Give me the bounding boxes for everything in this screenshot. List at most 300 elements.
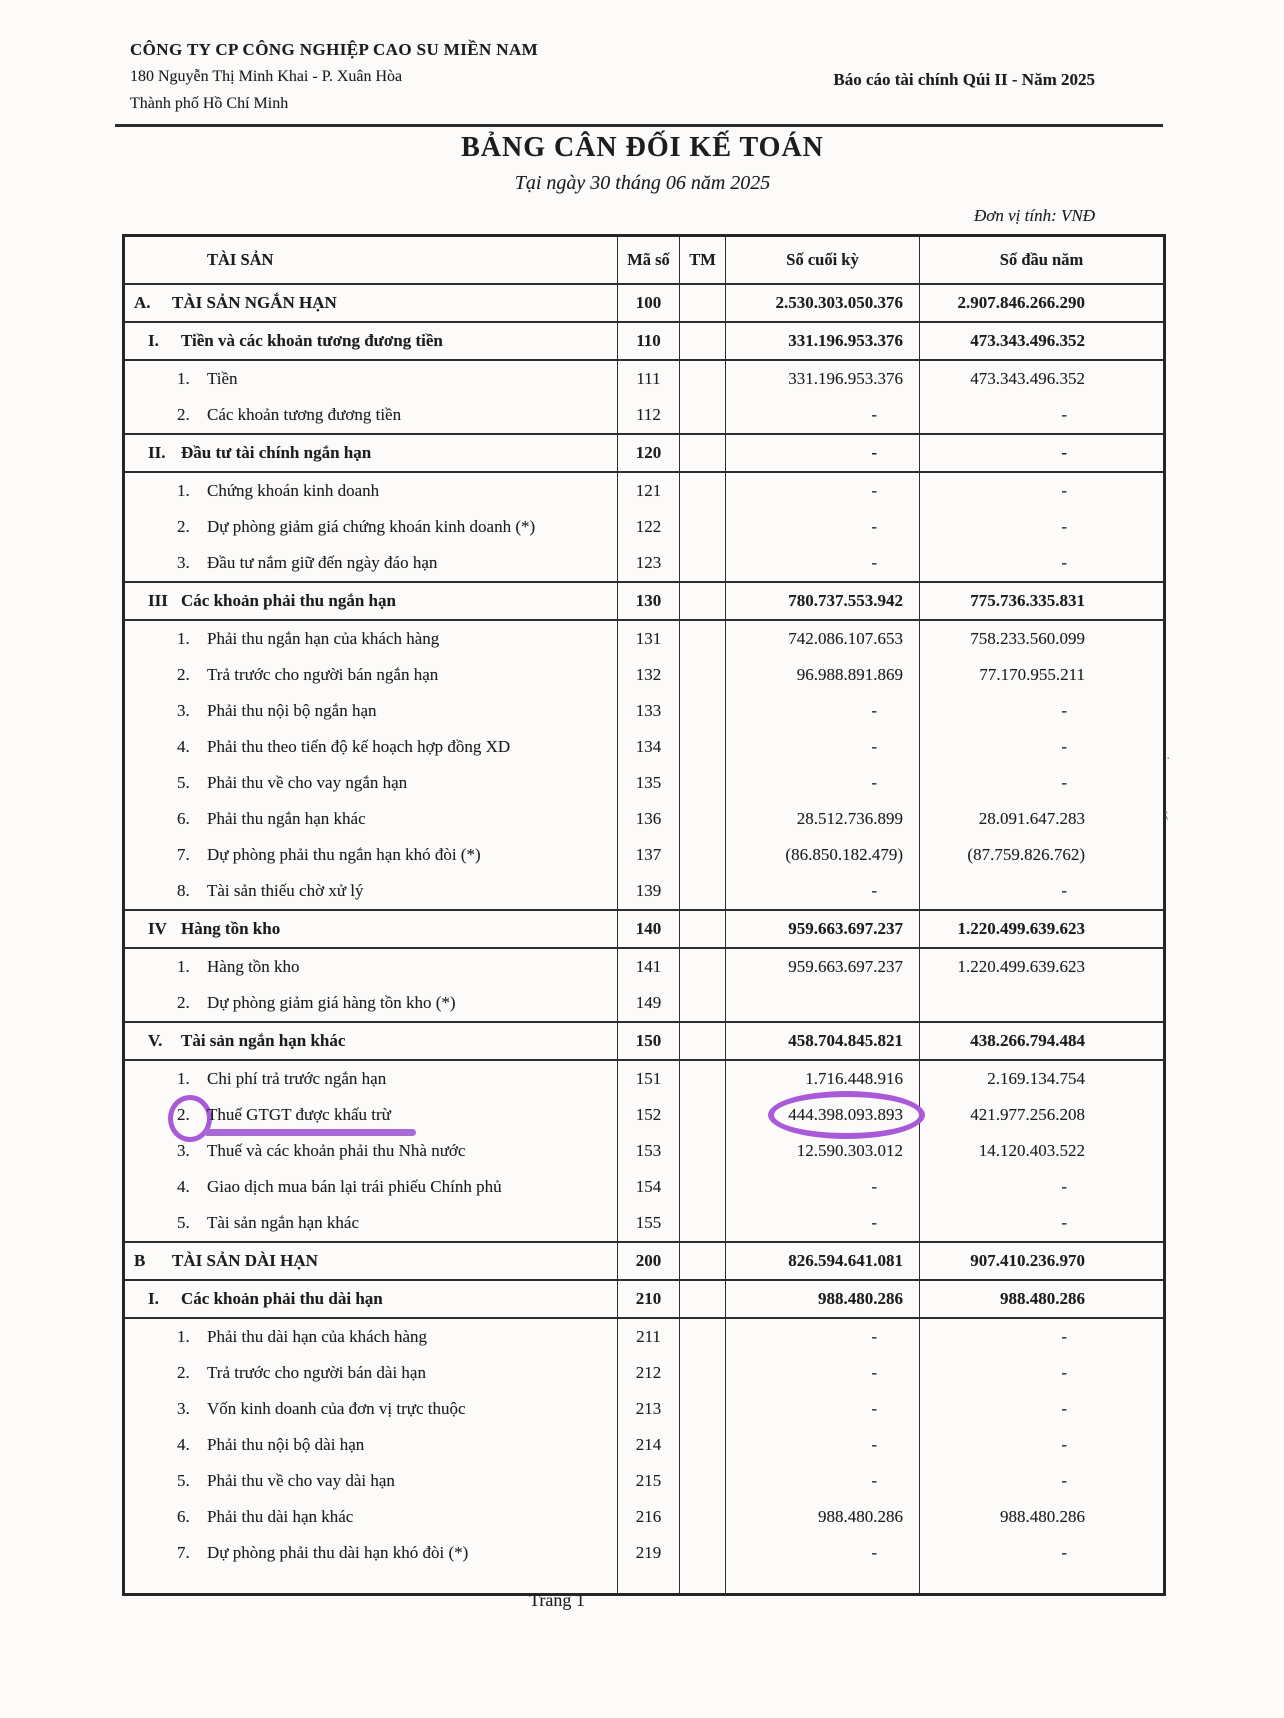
table-row-216: [124, 1499, 1165, 1535]
row-label: Phải thu dài hạn khác: [207, 1507, 354, 1526]
ending-balance-value: -: [871, 737, 877, 756]
row-label: Tài sản thiếu chờ xử lý: [207, 881, 364, 900]
letterhead: [130, 36, 538, 117]
row-number: 7.: [177, 1543, 190, 1562]
table-row-111: [124, 360, 1165, 397]
beginning-balance-cell: -: [920, 1427, 1165, 1463]
asset-name-cell: [124, 472, 618, 509]
beginning-balance-cell: 28.091.647.283: [920, 801, 1165, 837]
beginning-balance-cell: 907.410.236.970: [920, 1242, 1165, 1280]
header-divider: [115, 124, 1163, 127]
row-label: Phải thu theo tiến độ kế hoạch hợp đồng XD: [207, 737, 511, 756]
code-cell: 216: [618, 1499, 680, 1535]
ending-balance-cell: [726, 322, 920, 360]
row-number: 6.: [177, 1507, 190, 1526]
ending-balance-value: -: [871, 443, 877, 462]
table-row-100: [124, 284, 1165, 322]
row-number: 5.: [177, 1213, 190, 1232]
ending-balance-cell: [726, 1022, 920, 1060]
table-row-155: [124, 1205, 1165, 1242]
ending-balance-cell: [726, 1169, 920, 1205]
beginning-balance-cell: 421.977.256.208: [920, 1097, 1165, 1133]
beginning-balance-cell: -: [920, 693, 1165, 729]
row-number: 2.: [177, 517, 190, 536]
row-number: 7.: [177, 845, 190, 864]
beginning-balance-cell: 77.170.955.211: [920, 657, 1165, 693]
table-row-200: [124, 1242, 1165, 1280]
row-number: I.: [148, 331, 159, 350]
ending-balance-cell: [726, 397, 920, 434]
tm-cell: [680, 1205, 726, 1242]
asset-name-cell: [124, 284, 618, 322]
company-city: Thành phố Hồ Chí Minh: [130, 95, 289, 112]
beginning-balance-cell: 473.343.496.352: [920, 322, 1165, 360]
tm-cell: [680, 1499, 726, 1535]
ending-balance-value: 959.663.697.237: [788, 919, 903, 938]
row-number: 8.: [177, 881, 190, 900]
row-number: A.: [134, 293, 151, 312]
row-number: 2.: [177, 665, 190, 684]
ending-balance-value: -: [871, 1471, 877, 1490]
tm-cell: [680, 1169, 726, 1205]
code-cell: 151: [618, 1060, 680, 1097]
row-label: Thuế GTGT được khấu trừ: [207, 1105, 391, 1124]
ending-balance-cell: [726, 620, 920, 657]
code-cell: 131: [618, 620, 680, 657]
ending-balance-cell: [726, 985, 920, 1022]
table-row-120: [124, 434, 1165, 472]
asset-name-cell: [124, 1133, 618, 1169]
row-label: Hàng tồn kho: [181, 919, 281, 938]
ending-balance-value: -: [871, 553, 877, 572]
beginning-balance-cell: 2.169.134.754: [920, 1060, 1165, 1097]
tm-cell: [680, 434, 726, 472]
tm-cell: [680, 360, 726, 397]
ending-balance-value: -: [871, 1399, 877, 1418]
code-cell: 100: [618, 284, 680, 322]
asset-name-cell: [124, 910, 618, 948]
table-row-137: [124, 837, 1165, 873]
row-label: Vốn kinh doanh của đơn vị trực thuộc: [207, 1399, 466, 1418]
ending-balance-value: -: [871, 1543, 877, 1562]
code-cell: 211: [618, 1318, 680, 1355]
tm-cell: [680, 1355, 726, 1391]
tm-cell: [680, 985, 726, 1022]
tm-cell: [680, 1242, 726, 1280]
tm-cell: [680, 509, 726, 545]
asset-name-cell: [124, 1463, 618, 1499]
page-subtitle: Tại ngày 30 tháng 06 năm 2025: [514, 172, 771, 194]
asset-name-cell: [124, 545, 618, 582]
row-number: 1.: [177, 629, 190, 648]
code-cell: 110: [618, 322, 680, 360]
asset-name-cell: [124, 948, 618, 985]
column-header-beginning-balance: Số đầu năm: [920, 236, 1165, 285]
beginning-balance-cell: -: [920, 434, 1165, 472]
row-number: 4.: [177, 737, 190, 756]
beginning-balance-cell: -: [920, 509, 1165, 545]
code-cell: 152: [618, 1097, 680, 1133]
asset-name-cell: [124, 509, 618, 545]
ending-balance-value: -: [871, 1363, 877, 1382]
row-label: Các khoản phải thu dài hạn: [181, 1289, 383, 1308]
beginning-balance-cell: 988.480.286: [920, 1280, 1165, 1318]
page-number: Trang 1: [529, 1590, 585, 1610]
row-number: III: [148, 591, 168, 610]
row-number: 2.: [177, 993, 190, 1012]
annotation-ellipse: [768, 1091, 925, 1139]
beginning-balance-cell: -: [920, 1355, 1165, 1391]
ending-balance-cell: [726, 1133, 920, 1169]
tm-cell: [680, 284, 726, 322]
row-number: 5.: [177, 773, 190, 792]
row-number: 4.: [177, 1435, 190, 1454]
tm-cell: [680, 837, 726, 873]
company-address: 180 Nguyễn Thị Minh Khai - P. Xuân Hòa: [130, 68, 403, 85]
row-label: Chi phí trả trước ngắn hạn: [207, 1069, 387, 1088]
ending-balance-cell: [726, 1427, 920, 1463]
beginning-balance-cell: 775.736.335.831: [920, 582, 1165, 620]
code-cell: 200: [618, 1242, 680, 1280]
asset-name-cell: [124, 837, 618, 873]
tm-cell: [680, 582, 726, 620]
tm-cell: [680, 1022, 726, 1060]
row-label: Dự phòng phải thu dài hạn khó đòi (*): [207, 1543, 469, 1562]
ending-balance-cell: [726, 1242, 920, 1280]
ending-balance-value: -: [871, 1177, 877, 1196]
beginning-balance-cell: 1.220.499.639.623: [920, 948, 1165, 985]
ending-balance-cell: [726, 1355, 920, 1391]
asset-name-cell: [124, 873, 618, 910]
asset-name-cell: [124, 985, 618, 1022]
code-cell: 150: [618, 1022, 680, 1060]
beginning-balance-cell: 14.120.403.522: [920, 1133, 1165, 1169]
ending-balance-value: 959.663.697.237: [788, 957, 903, 976]
code-cell: 137: [618, 837, 680, 873]
asset-name-cell: [124, 1355, 618, 1391]
row-label: TÀI SẢN NGẮN HẠN: [172, 293, 337, 312]
row-label: Tiền và các khoản tương đương tiền: [181, 331, 443, 350]
beginning-balance-cell: -: [920, 397, 1165, 434]
ending-balance-value: 780.737.553.942: [788, 591, 903, 610]
table-row-110: [124, 322, 1165, 360]
ending-balance-cell: [726, 801, 920, 837]
row-number: B: [134, 1251, 146, 1270]
beginning-balance-cell: -: [920, 1391, 1165, 1427]
tm-cell: [680, 472, 726, 509]
row-number: 1.: [177, 1069, 190, 1088]
ending-balance-cell: [726, 472, 920, 509]
row-label: Dự phòng giảm giá chứng khoán kinh doanh (*): [207, 517, 536, 536]
ending-balance-cell: [726, 1318, 920, 1355]
row-label: Hàng tồn kho: [207, 957, 300, 976]
tm-cell: [680, 1391, 726, 1427]
ending-balance-value: (86.850.182.479): [785, 845, 903, 864]
code-cell: 154: [618, 1169, 680, 1205]
tm-cell: [680, 657, 726, 693]
beginning-balance-cell: -: [920, 1463, 1165, 1499]
row-label: Phải thu về cho vay ngắn hạn: [207, 773, 408, 792]
ending-balance-value: -: [871, 701, 877, 720]
tm-cell: [680, 1097, 726, 1133]
beginning-balance-cell: -: [920, 472, 1165, 509]
row-number: I.: [148, 1289, 159, 1308]
asset-name-cell: [124, 582, 618, 620]
ending-balance-value: 12.590.303.012: [796, 1141, 903, 1160]
row-number: IV: [148, 919, 167, 938]
beginning-balance-cell: -: [920, 1318, 1165, 1355]
row-label: Đầu tư nắm giữ đến ngày đáo hạn: [207, 553, 438, 572]
ending-balance-value: 2.530.303.050.376: [775, 293, 903, 312]
row-label: Phải thu nội bộ ngắn hạn: [207, 701, 377, 720]
beginning-balance-cell: [920, 985, 1165, 1022]
ending-balance-cell: [726, 1205, 920, 1242]
tm-cell: [680, 1280, 726, 1318]
table-row-139: [124, 873, 1165, 910]
code-cell: 155: [618, 1205, 680, 1242]
code-cell: 219: [618, 1535, 680, 1571]
table-row-140: [124, 910, 1165, 948]
row-number: 1.: [177, 481, 190, 500]
table-row-135: [124, 765, 1165, 801]
row-label: Phải thu ngắn hạn của khách hàng: [207, 629, 440, 648]
row-number: 3.: [177, 553, 190, 572]
ending-balance-cell: [726, 873, 920, 910]
asset-name-cell: [124, 1535, 618, 1571]
row-number: 1.: [177, 369, 190, 388]
tm-cell: [680, 693, 726, 729]
tm-cell: [680, 1463, 726, 1499]
tm-cell: [680, 1535, 726, 1571]
ending-balance-cell: [726, 1060, 920, 1097]
column-header-code: Mã số: [618, 236, 680, 285]
row-label: Tài sản ngắn hạn khác: [181, 1031, 346, 1050]
row-number: II.: [148, 443, 166, 462]
code-cell: 133: [618, 693, 680, 729]
row-label: Phải thu dài hạn của khách hàng: [207, 1327, 427, 1346]
tm-cell: [680, 1427, 726, 1463]
table-row-133: [124, 693, 1165, 729]
currency-unit-note: Đơn vị tính: VNĐ: [974, 206, 1095, 225]
asset-name-cell: [124, 1205, 618, 1242]
code-cell: 120: [618, 434, 680, 472]
table-row-211: [124, 1318, 1165, 1355]
ending-balance-value: 331.196.953.376: [788, 331, 903, 350]
table-row-131: [124, 620, 1165, 657]
table-row-134: [124, 729, 1165, 765]
ending-balance-value: 444.398.093.893: [788, 1105, 903, 1125]
beginning-balance-cell: -: [920, 1535, 1165, 1571]
code-cell: 212: [618, 1355, 680, 1391]
row-number: 4.: [177, 1177, 190, 1196]
table-row-132: [124, 657, 1165, 693]
ending-balance-value: -: [871, 517, 877, 536]
column-header-ending-balance: Số cuối kỳ: [726, 236, 920, 285]
code-cell: 213: [618, 1391, 680, 1427]
code-cell: 153: [618, 1133, 680, 1169]
beginning-balance-cell: -: [920, 545, 1165, 582]
row-label: TÀI SẢN DÀI HẠN: [172, 1251, 318, 1270]
beginning-balance-cell: 1.220.499.639.623: [920, 910, 1165, 948]
tm-cell: [680, 910, 726, 948]
ending-balance-cell: [726, 545, 920, 582]
tm-cell: [680, 801, 726, 837]
asset-name-cell: [124, 1280, 618, 1318]
row-label: Tiền: [207, 369, 238, 388]
asset-name-cell: [124, 1022, 618, 1060]
beginning-balance-cell: 758.233.560.099: [920, 620, 1165, 657]
code-cell: 135: [618, 765, 680, 801]
row-number: 3.: [177, 1399, 190, 1418]
tm-cell: [680, 1318, 726, 1355]
row-number: 5.: [177, 1471, 190, 1490]
row-number: 6.: [177, 809, 190, 828]
asset-name-cell: [124, 620, 618, 657]
asset-name-cell: [124, 657, 618, 693]
ending-balance-cell: [726, 693, 920, 729]
ending-balance-value: -: [871, 773, 877, 792]
table-row-141: [124, 948, 1165, 985]
ending-balance-value: -: [871, 1213, 877, 1232]
ending-balance-cell: [726, 360, 920, 397]
beginning-balance-cell: (87.759.826.762): [920, 837, 1165, 873]
code-cell: 140: [618, 910, 680, 948]
code-cell: 132: [618, 657, 680, 693]
balance-sheet-table: [122, 234, 1166, 1596]
beginning-balance-cell: -: [920, 1169, 1165, 1205]
row-number: 2.: [177, 405, 190, 424]
row-number: 3.: [177, 1141, 190, 1160]
code-cell: 141: [618, 948, 680, 985]
ending-balance-value: 1.716.448.916: [805, 1069, 903, 1088]
table-row-154: [124, 1169, 1165, 1205]
table-header-row: [124, 236, 1165, 285]
row-label: Các khoản phải thu ngắn hạn: [181, 591, 396, 610]
code-cell: 112: [618, 397, 680, 434]
ending-balance-value: 988.480.286: [818, 1289, 903, 1308]
balance-sheet-body: [124, 284, 1165, 1595]
row-number: 3.: [177, 701, 190, 720]
beginning-balance-cell: 2.907.846.266.290: [920, 284, 1165, 322]
code-cell: 134: [618, 729, 680, 765]
ending-balance-cell: [726, 284, 920, 322]
ending-balance-cell: [726, 509, 920, 545]
table-row-152: [124, 1097, 1165, 1133]
ending-balance-cell: [726, 765, 920, 801]
ending-balance-cell: [726, 1499, 920, 1535]
ending-balance-cell: [726, 1463, 920, 1499]
row-label: Dự phòng giảm giá hàng tồn kho (*): [207, 993, 456, 1012]
ending-balance-value: 988.480.286: [818, 1507, 903, 1526]
asset-name-cell: [124, 1060, 618, 1097]
asset-name-cell: [124, 1097, 618, 1133]
code-cell: 111: [618, 360, 680, 397]
row-number: 2.: [177, 1105, 207, 1125]
code-cell: 121: [618, 472, 680, 509]
ending-balance-cell: [726, 657, 920, 693]
tm-cell: [680, 322, 726, 360]
ending-balance-value: -: [871, 1327, 877, 1346]
tm-cell: [680, 397, 726, 434]
report-reference: Báo cáo tài chính Qúi II - Năm 2025: [833, 70, 1095, 89]
code-cell: 139: [618, 873, 680, 910]
ending-balance-cell: [726, 948, 920, 985]
ending-balance-cell: [726, 837, 920, 873]
tm-cell: [680, 729, 726, 765]
table-row-219: [124, 1535, 1165, 1571]
table-row-130: [124, 582, 1165, 620]
row-label: Thuế và các khoản phải thu Nhà nước: [207, 1141, 466, 1160]
asset-name-cell: [124, 1427, 618, 1463]
table-row-213: [124, 1391, 1165, 1427]
row-number: 1.: [177, 1327, 190, 1346]
beginning-balance-cell: -: [920, 873, 1165, 910]
row-label: Đầu tư tài chính ngắn hạn: [181, 443, 372, 462]
table-row-212: [124, 1355, 1165, 1391]
ending-balance-value: 28.512.736.899: [796, 809, 903, 828]
code-cell: 215: [618, 1463, 680, 1499]
ending-balance-value: 826.594.641.081: [788, 1251, 903, 1270]
ending-balance-cell: [726, 910, 920, 948]
beginning-balance-cell: -: [920, 765, 1165, 801]
asset-name-cell: [124, 360, 618, 397]
code-cell: 122: [618, 509, 680, 545]
ending-balance-cell: [726, 582, 920, 620]
asset-name-cell: [124, 1499, 618, 1535]
table-row-210: [124, 1280, 1165, 1318]
beginning-balance-cell: 438.266.794.484: [920, 1022, 1165, 1060]
ending-balance-value: 458.704.845.821: [788, 1031, 903, 1050]
table-row-112: [124, 397, 1165, 434]
row-number: V.: [148, 1031, 163, 1050]
tm-cell: [680, 765, 726, 801]
row-label: Các khoản tương đương tiền: [207, 405, 402, 424]
column-header-asset: TÀI SẢN: [124, 236, 618, 285]
asset-name-cell: [124, 765, 618, 801]
asset-name-cell: [124, 322, 618, 360]
beginning-balance-cell: -: [920, 1205, 1165, 1242]
beginning-balance-cell: 473.343.496.352: [920, 360, 1165, 397]
tm-cell: [680, 1060, 726, 1097]
ending-balance-cell: [726, 1391, 920, 1427]
beginning-balance-cell: -: [920, 729, 1165, 765]
ending-balance-value: -: [871, 1435, 877, 1454]
beginning-balance-cell: 988.480.286: [920, 1499, 1165, 1535]
table-row-151: [124, 1060, 1165, 1097]
column-header-tm: TM: [680, 236, 726, 285]
tm-cell: [680, 1133, 726, 1169]
table-row-136: [124, 801, 1165, 837]
row-label: Phải thu ngắn hạn khác: [207, 809, 366, 828]
asset-name-cell: [124, 1391, 618, 1427]
row-label: Tài sản ngắn hạn khác: [207, 1213, 359, 1232]
table-row-214: [124, 1427, 1165, 1463]
row-number: 1.: [177, 957, 190, 976]
table-row-122: [124, 509, 1165, 545]
ending-balance-value: -: [871, 881, 877, 900]
row-label: Trả trước cho người bán ngắn hạn: [207, 665, 439, 684]
tm-cell: [680, 545, 726, 582]
table-row-123: [124, 545, 1165, 582]
scan-artifact: ⁏: [1164, 807, 1169, 822]
ending-balance-value: 96.988.891.869: [796, 665, 903, 684]
row-label: Dự phòng phải thu ngắn hạn khó đòi (*): [207, 845, 481, 864]
asset-name-cell: [124, 1318, 618, 1355]
scan-artifact: ·: [1166, 752, 1171, 767]
tm-cell: [680, 948, 726, 985]
ending-balance-cell: [726, 1280, 920, 1318]
asset-name-cell: [124, 801, 618, 837]
